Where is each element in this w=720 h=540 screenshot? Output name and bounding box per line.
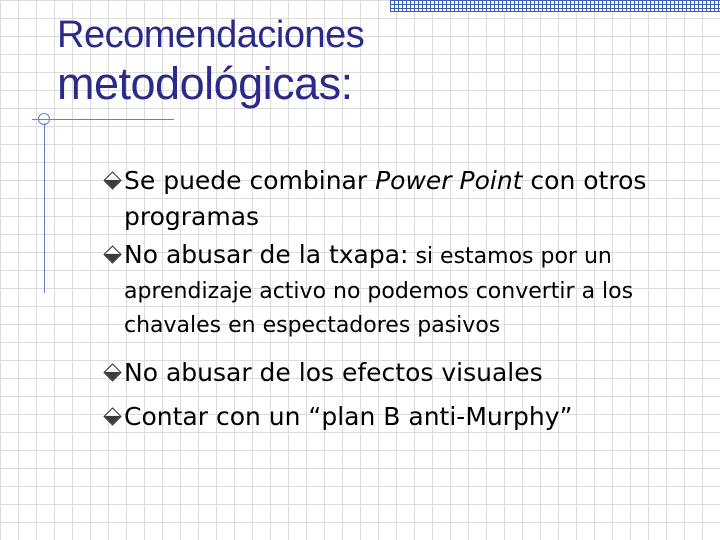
header-decoration-bar	[390, 0, 720, 12]
bullet-item-txapa	[104, 237, 704, 343]
bullet-text: Contar con un “plan B anti-Murphy”	[124, 402, 573, 431]
bullet-item-effects	[104, 351, 704, 395]
bullet-italic-text: Power Point	[375, 166, 523, 195]
bullet-list	[104, 163, 704, 439]
bullet-lead-text: No abusar de la txapa:	[124, 240, 409, 269]
bullet-text: No abusar de los efectos visuales	[124, 358, 543, 387]
bullet-detail-text: si estamos por un	[408, 244, 612, 269]
diamond-bullet-icon	[103, 363, 121, 381]
decorative-circle-icon	[38, 113, 50, 125]
bullet-text: Se puede combinar	[124, 166, 376, 195]
diamond-bullet-icon	[103, 171, 121, 189]
bullet-item-combine	[104, 163, 704, 235]
diamond-bullet-icon	[103, 245, 121, 263]
decorative-vertical-line	[44, 123, 45, 293]
title-line-2: metodológicas:	[57, 58, 353, 109]
slide-title	[57, 12, 364, 110]
decorative-horizontal-line	[32, 119, 174, 120]
bullet-text-after: con otros programas	[124, 166, 647, 231]
bullet-item-plan-b	[104, 395, 704, 439]
bullet-detail-continuation: aprendizaje activo no podemos convertir a los chavales en espectadores pasivos	[124, 279, 634, 338]
title-line-1: Recomendaciones	[57, 14, 365, 56]
diamond-bullet-icon	[103, 407, 121, 425]
